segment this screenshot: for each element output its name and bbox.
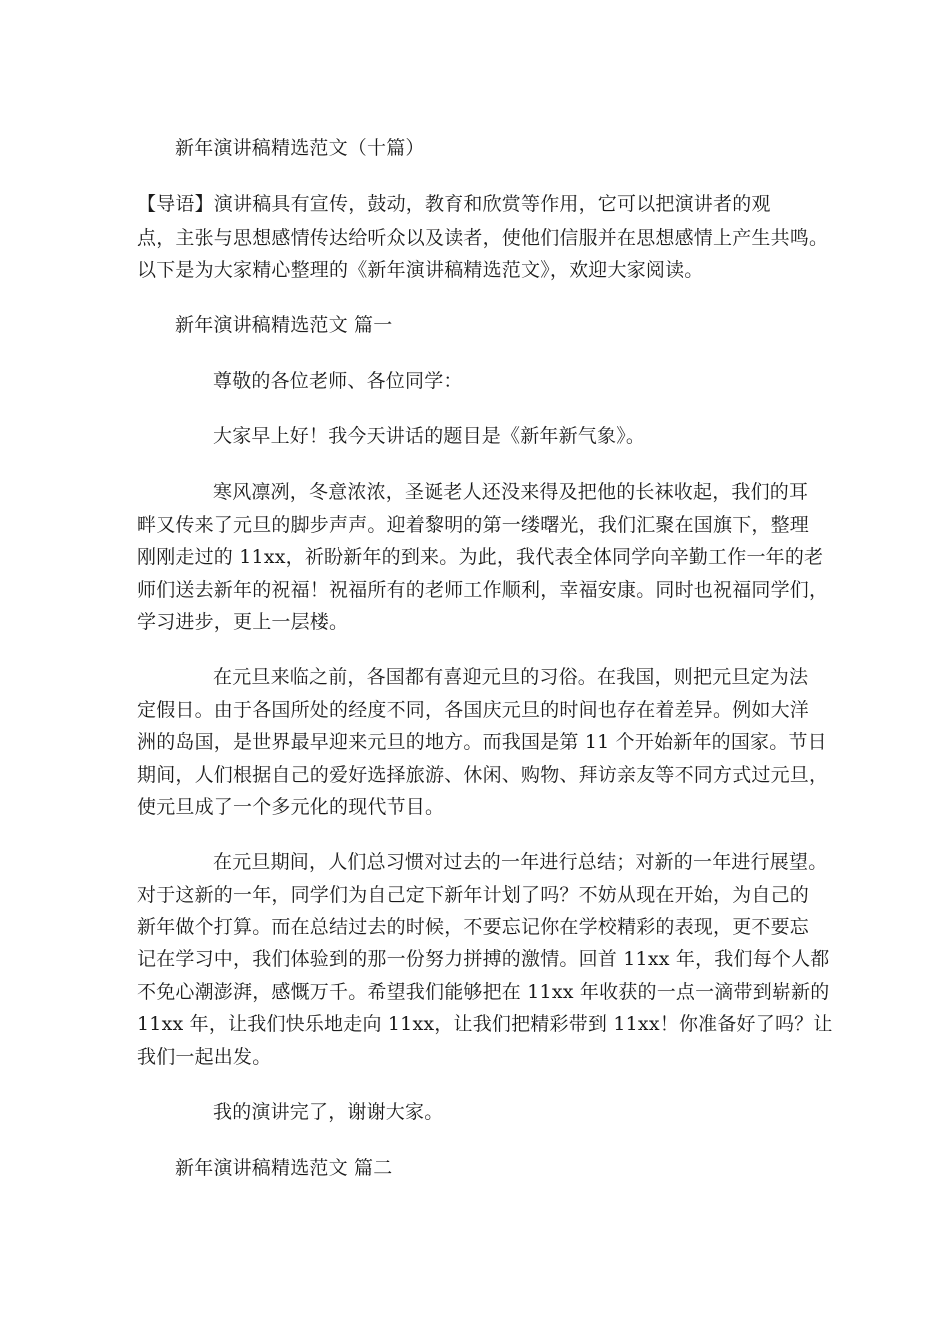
paragraph-line: 在元旦来临之前，各国都有喜迎元旦的习俗。在我国，则把元旦定为法 xyxy=(213,666,809,688)
paragraph-line: 师们送去新年的祝福！祝福所有的老师工作顺利，幸福安康。同时也祝福同学们， xyxy=(137,579,829,601)
paragraph-line: 对于这新的一年，同学们为自己定下新年计划了吗？不妨从现在开始，为自己的 xyxy=(137,884,810,906)
intro-line: 以下是为大家精心整理的《新年演讲稿精选范文》，欢迎大家阅读。 xyxy=(137,259,704,281)
section-heading-1: 新年演讲稿精选范文 篇一 xyxy=(175,314,393,336)
intro-line: 【导语】演讲稿具有宣传，鼓动，教育和欣赏等作用，它可以把演讲者的观 xyxy=(137,193,771,215)
paragraph-line: 畔又传来了元旦的脚步声声。迎着黎明的第一缕曙光，我们汇聚在国旗下，整理 xyxy=(137,514,810,536)
paragraph-line: 记在学习中，我们体验到的那一份努力拼搏的激情。回首 11xx 年，我们每个人都 xyxy=(137,948,830,970)
paragraph-line: 寒风凛冽，冬意浓浓，圣诞老人还没来得及把他的长袜收起，我们的耳 xyxy=(213,481,809,503)
paragraph-line: 刚刚走过的 11xx，祈盼新年的到来。为此，我代表全体同学向辛勤工作一年的老 xyxy=(137,546,824,568)
paragraph-line: 使元旦成了一个多元化的现代节目。 xyxy=(137,796,445,818)
section-heading-2: 新年演讲稿精选范文 篇二 xyxy=(175,1157,393,1179)
paragraph-line: 不免心潮澎湃，感慨万千。希望我们能够把在 11xx 年收获的一点一滴带到崭新的 xyxy=(137,981,830,1003)
paragraph-line: 洲的岛国，是世界最早迎来元旦的地方。而我国是第 11 个开始新年的国家。节日 xyxy=(137,731,827,753)
paragraph-line: 新年做个打算。而在总结过去的时候，不要忘记你在学校精彩的表现，更不要忘 xyxy=(137,916,810,938)
intro-line: 点，主张与思想感情传达给听众以及读者，使他们信服并在思想感情上产生共鸣。 xyxy=(137,227,829,249)
document-title: 新年演讲稿精选范文（十篇） xyxy=(175,137,425,159)
greeting: 大家早上好！我今天讲话的题目是《新年新气象》。 xyxy=(213,425,646,447)
salutation: 尊敬的各位老师、各位同学： xyxy=(213,370,463,392)
paragraph-line: 定假日。由于各国所处的经度不同，各国庆元旦的时间也存在着差异。例如大洋 xyxy=(137,699,810,721)
paragraph-line: 在元旦期间，人们总习惯对过去的一年进行总结；对新的一年进行展望。 xyxy=(213,851,828,873)
closing-line: 我的演讲完了，谢谢大家。 xyxy=(213,1101,444,1123)
paragraph-line: 11xx 年，让我们快乐地走向 11xx，让我们把精彩带到 11xx！你准备好了吗？让 xyxy=(137,1013,833,1035)
paragraph-line: 我们一起出发。 xyxy=(137,1046,272,1068)
paragraph-line: 期间，人们根据自己的爱好选择旅游、休闲、购物、拜访亲友等不同方式过元旦， xyxy=(137,764,829,786)
paragraph-line: 学习进步，更上一层楼。 xyxy=(137,611,349,633)
